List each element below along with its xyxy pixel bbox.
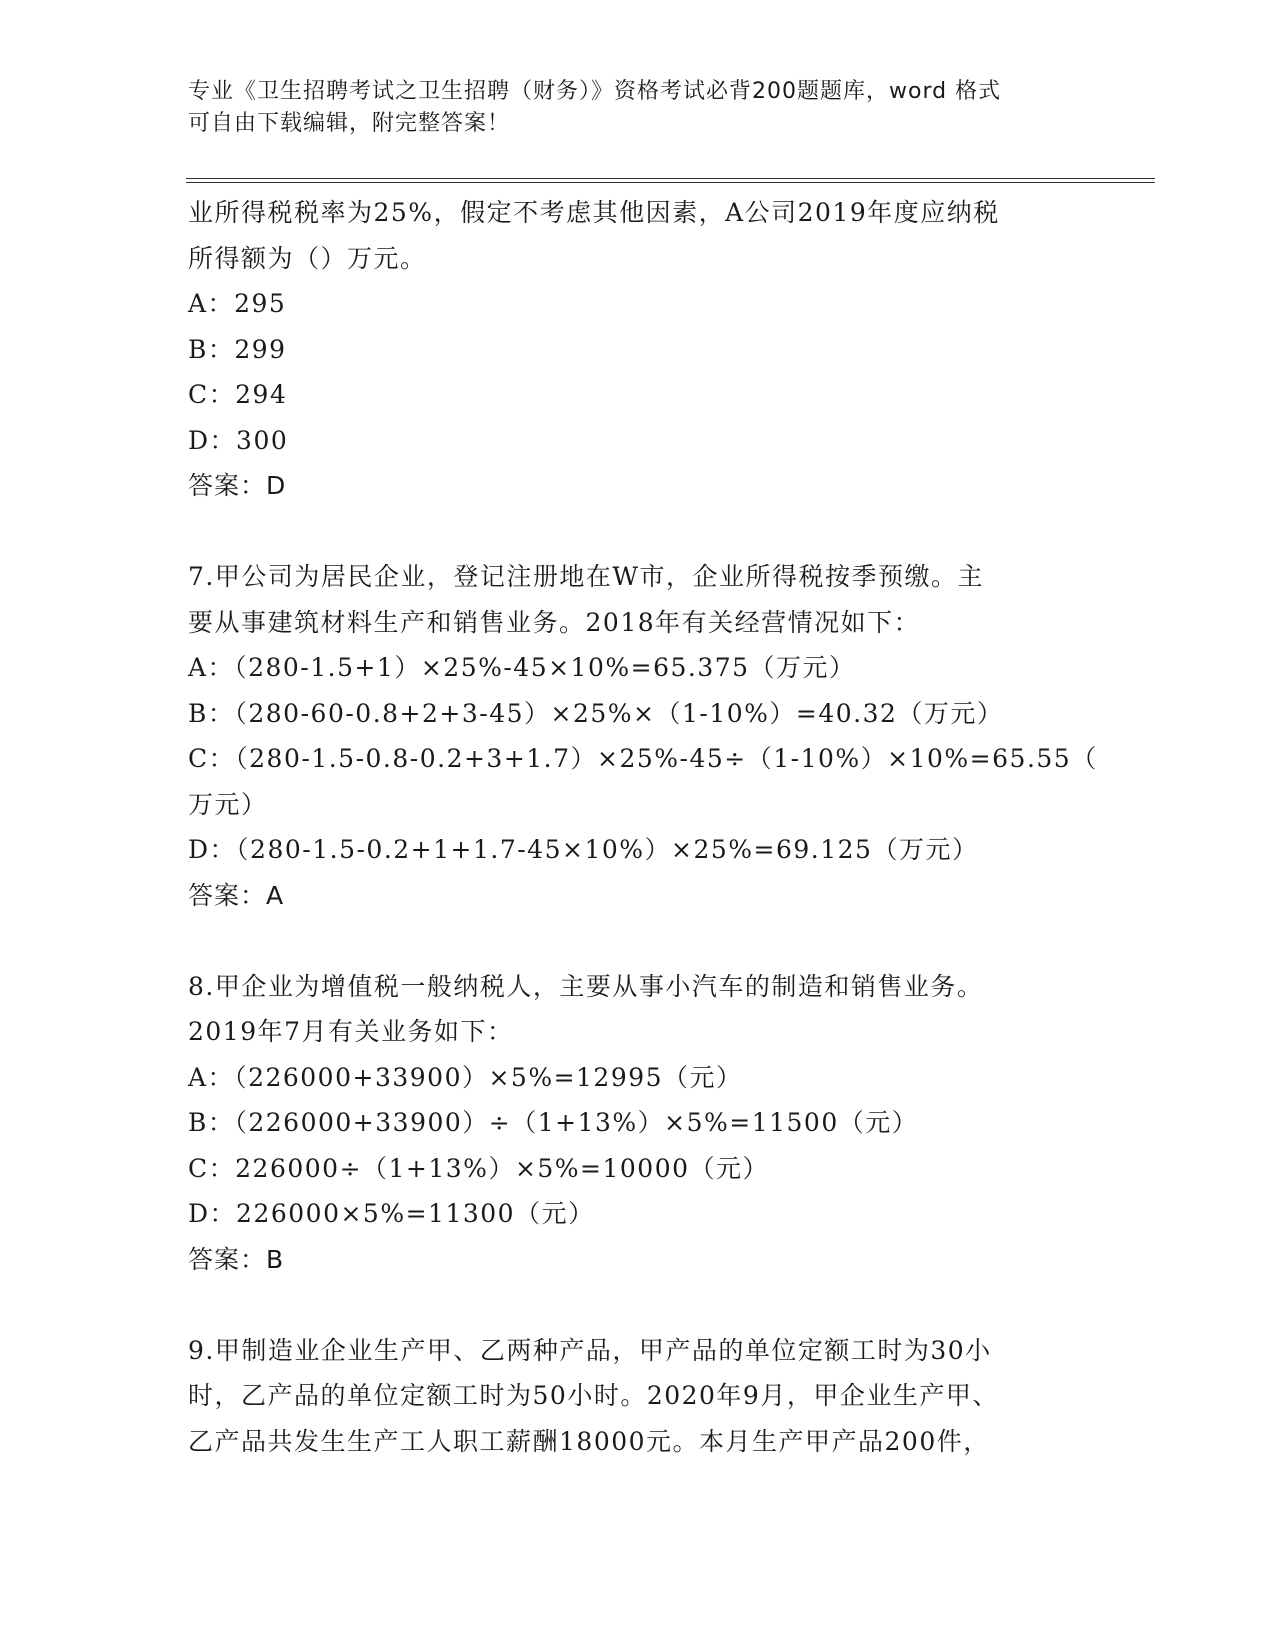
option-label: B：: [188, 1108, 235, 1137]
answer-label: 答案：: [188, 880, 267, 910]
spacer: [188, 509, 1088, 555]
option-label: D：: [188, 835, 237, 864]
option-value: 295: [234, 289, 287, 318]
question-text: 要从事建筑材料生产和销售业务。2018年有关经营情况如下：: [188, 607, 921, 637]
question-text: 时，乙产品的单位定额工时为50小时。2020年9月，甲企业生产甲、: [188, 1381, 999, 1410]
header-divider: [186, 178, 1155, 183]
option-a: [188, 281, 1088, 327]
answer-label: 答案：: [188, 471, 267, 500]
option-value: 226000×5%=11300（元）: [236, 1199, 595, 1228]
option-value: （280-1.5+1）×25%-45×10%=65.375（万元）: [234, 653, 856, 682]
option-label: A：: [188, 653, 235, 682]
option-d: [188, 1191, 1088, 1237]
answer-label: 答案：: [188, 1244, 267, 1274]
option-label: B：: [188, 698, 235, 728]
question-6: [188, 190, 1088, 509]
option-b: [188, 1100, 1088, 1146]
option-d: [188, 827, 1088, 873]
option-value: 294: [235, 380, 288, 409]
option-c: [188, 372, 1088, 418]
question-text: 8.甲企业为增值税一般纳税人，主要从事小汽车的制造和销售业务。: [188, 971, 984, 1001]
document-header: [188, 76, 1068, 140]
option-label: D：: [188, 425, 237, 455]
answer-value: A: [266, 880, 285, 910]
question-8: [188, 964, 1088, 1283]
option-b: [188, 327, 1088, 373]
option-value: （280-60-0.8+2+3-45）×25%×（1-10%）=40.32（万元）: [234, 698, 1004, 728]
answer: [188, 463, 1088, 509]
document-body: [188, 190, 1098, 1464]
option-c: [188, 736, 1098, 782]
question-text: 所得额为（）万元。: [188, 243, 427, 273]
question-text: 业所得税税率为25%，假定不考虑其他因素，A公司2019年度应纳税: [188, 198, 1000, 227]
question-text: 7.甲公司为居民企业，登记注册地在W市，企业所得税按季预缴。主: [188, 562, 985, 591]
option-label: C：: [188, 380, 236, 409]
question-7: [188, 554, 1098, 918]
header-title-line1: 专业《卫生招聘考试之卫生招聘（财务）》资格考试必背200题题库，word 格式: [188, 79, 1002, 104]
question-text: 2019年7月有关业务如下：: [188, 1017, 514, 1046]
option-label: C：: [188, 1153, 236, 1183]
answer-value: D: [266, 471, 287, 500]
option-a: [188, 1055, 1088, 1101]
option-value: （226000+33900）×5%=12995（元）: [234, 1062, 743, 1092]
option-value: 300: [236, 425, 289, 455]
option-c: [188, 1146, 1088, 1192]
option-value: （226000+33900）÷（1+13%）×5%=11500（元）: [234, 1108, 919, 1137]
spacer: [188, 1282, 1088, 1328]
answer: [188, 1237, 1088, 1283]
answer: [188, 873, 1088, 919]
option-value: （280-1.5-0.8-0.2+3+1.7）×25%-45÷（1-10%）×10%=65.55（: [235, 744, 1098, 773]
option-label: A：: [188, 1062, 235, 1092]
option-label: A：: [188, 289, 235, 318]
option-label: D：: [188, 1199, 237, 1228]
header-title-line2: 可自由下载编辑，附完整答案！: [188, 111, 511, 136]
option-a: [188, 645, 1088, 691]
option-c-continued: 万元）: [188, 789, 268, 819]
option-b: [188, 691, 1088, 737]
answer-value: B: [266, 1244, 285, 1274]
option-label: B：: [188, 334, 235, 364]
question-text: 9.甲制造业企业生产甲、乙两种产品，甲产品的单位定额工时为30小: [188, 1335, 992, 1365]
option-value: 299: [234, 334, 287, 364]
option-value: （280-1.5-0.2+1+1.7-45×10%）×25%=69.125（万元）: [236, 835, 979, 864]
spacer: [188, 918, 1088, 964]
option-label: C：: [188, 744, 236, 773]
option-d: [188, 418, 1088, 464]
question-text: 乙产品共发生生产工人职工薪酬18000元。本月生产甲产品200件，: [188, 1426, 990, 1456]
question-9: [188, 1328, 1088, 1465]
option-value: 226000÷（1+13%）×5%=10000（元）: [235, 1153, 770, 1183]
